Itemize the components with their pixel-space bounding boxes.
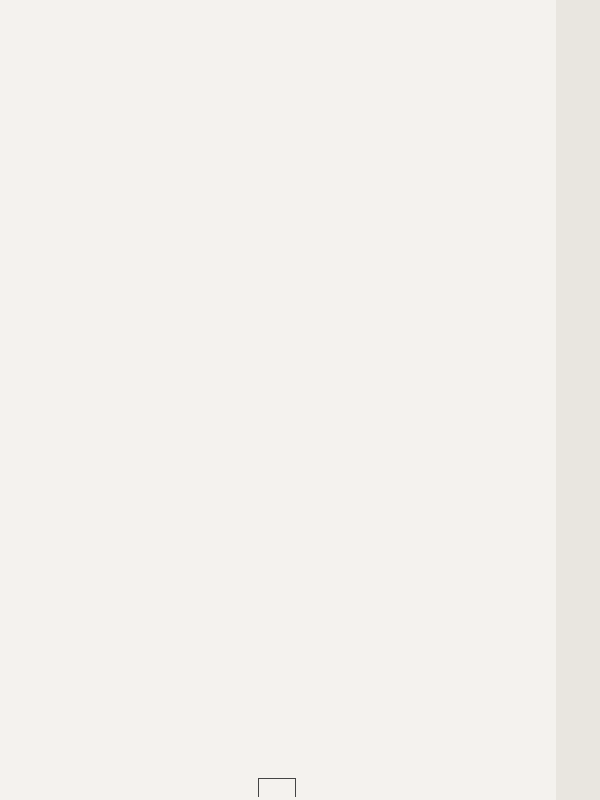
tree-border-top [20,2,540,26]
adjacent-page-edge [556,0,600,800]
list-item [143,193,157,207]
page-number [258,778,296,797]
list-item [131,308,145,322]
list-item [128,410,142,424]
list-item [146,96,160,110]
tree-border-left [18,22,46,800]
list-item [134,251,154,265]
list-item [146,115,160,129]
list-item [130,347,144,361]
list-item [144,174,158,188]
list-item [146,135,160,149]
question-1 [114,664,128,679]
list-item [129,389,143,403]
list-item [146,77,160,91]
list-item [129,369,143,383]
list-item [125,452,139,466]
question-2 [114,689,128,704]
list-item [127,431,141,445]
list-item [146,155,160,169]
list-item [142,212,156,226]
list-item [141,232,155,246]
list-item [131,328,145,342]
